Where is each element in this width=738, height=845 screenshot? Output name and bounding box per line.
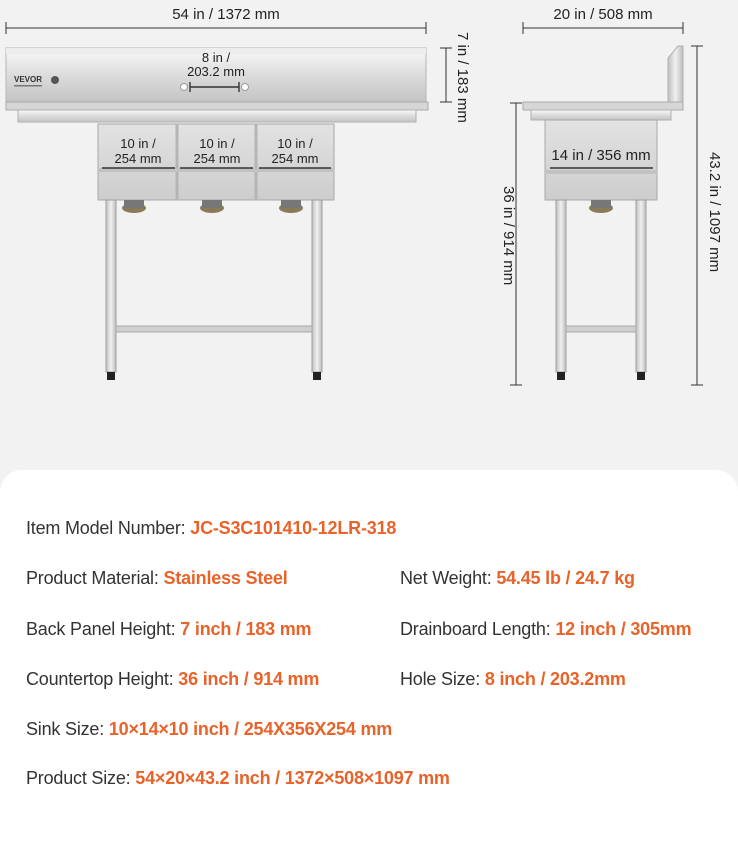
spec-value: 54.45 lb / 24.7 kg [496,568,635,588]
spec-value: 36 inch / 914 mm [178,669,320,689]
hole-size-label-line1: 8 in / [201,50,231,65]
spec-product-size [26,768,450,789]
brand-logo-text: VEVOR [14,75,43,84]
spec-value: 8 inch / 203.2mm [484,669,626,689]
drainboard-lip [18,110,416,122]
spec-model-number [26,518,396,539]
spec-label: Countertop Height: [26,669,179,689]
bowl2-label-line2: 254 mm [193,151,241,166]
front-width-label: 54 in / 1372 mm [172,6,280,23]
spec-back-panel-height [26,619,311,640]
total-height-dimension [691,46,723,385]
spec-label: Item Model Number: [26,518,191,538]
spec-card [0,470,738,845]
side-view [500,6,723,385]
sink-depth-label: 14 in / 356 mm [551,147,651,164]
spec-value: Stainless Steel [163,568,288,588]
spec-label: Drainboard Length: [400,619,556,639]
spec-label: Net Weight: [400,568,497,588]
spec-value: JC-S3C101410-12LR-318 [190,518,397,538]
spec-label: Product Size: [26,768,136,788]
bowl3-label-line2: 254 mm [271,151,319,166]
front-view [6,6,471,380]
spec-countertop-height [26,669,319,690]
bowl3-label-line1: 10 in / [277,136,313,151]
spec-label: Product Material: [26,568,164,588]
back-panel-height-label: 7 in / 183 mm [454,32,471,123]
front-width-dimension [6,6,426,34]
spec-sink-size [26,719,392,740]
spec-drainboard-length [400,619,691,640]
side-width-dimension [523,6,683,34]
spec-label: Sink Size: [26,719,109,739]
spec-net-weight [400,568,635,589]
bowl1-label-line1: 10 in / [120,136,156,151]
spec-value: 12 inch / 305mm [555,619,692,639]
spec-hole-size [400,669,626,690]
spec-material [26,568,288,589]
spec-value: 54×20×43.2 inch / 1372×508×1097 mm [135,768,450,788]
spec-value: 10×14×10 inch / 254X356X254 mm [108,719,393,739]
spec-value: 7 inch / 183 mm [180,619,312,639]
countertop-height-label: 36 in / 914 mm [500,186,517,286]
spec-label: Back Panel Height: [26,619,181,639]
bowl2-label-line1: 10 in / [199,136,235,151]
total-height-label: 43.2 in / 1097 mm [706,152,723,273]
countertop-height-dimension [500,103,522,385]
bowl1-label-line2: 254 mm [114,151,162,166]
spec-label: Hole Size: [400,669,485,689]
side-width-label: 20 in / 508 mm [553,6,653,23]
countertop [6,102,428,110]
hole-size-label-line2: 203.2 mm [187,64,245,79]
back-panel-height-dimension [440,32,471,123]
front-legs [106,200,322,380]
